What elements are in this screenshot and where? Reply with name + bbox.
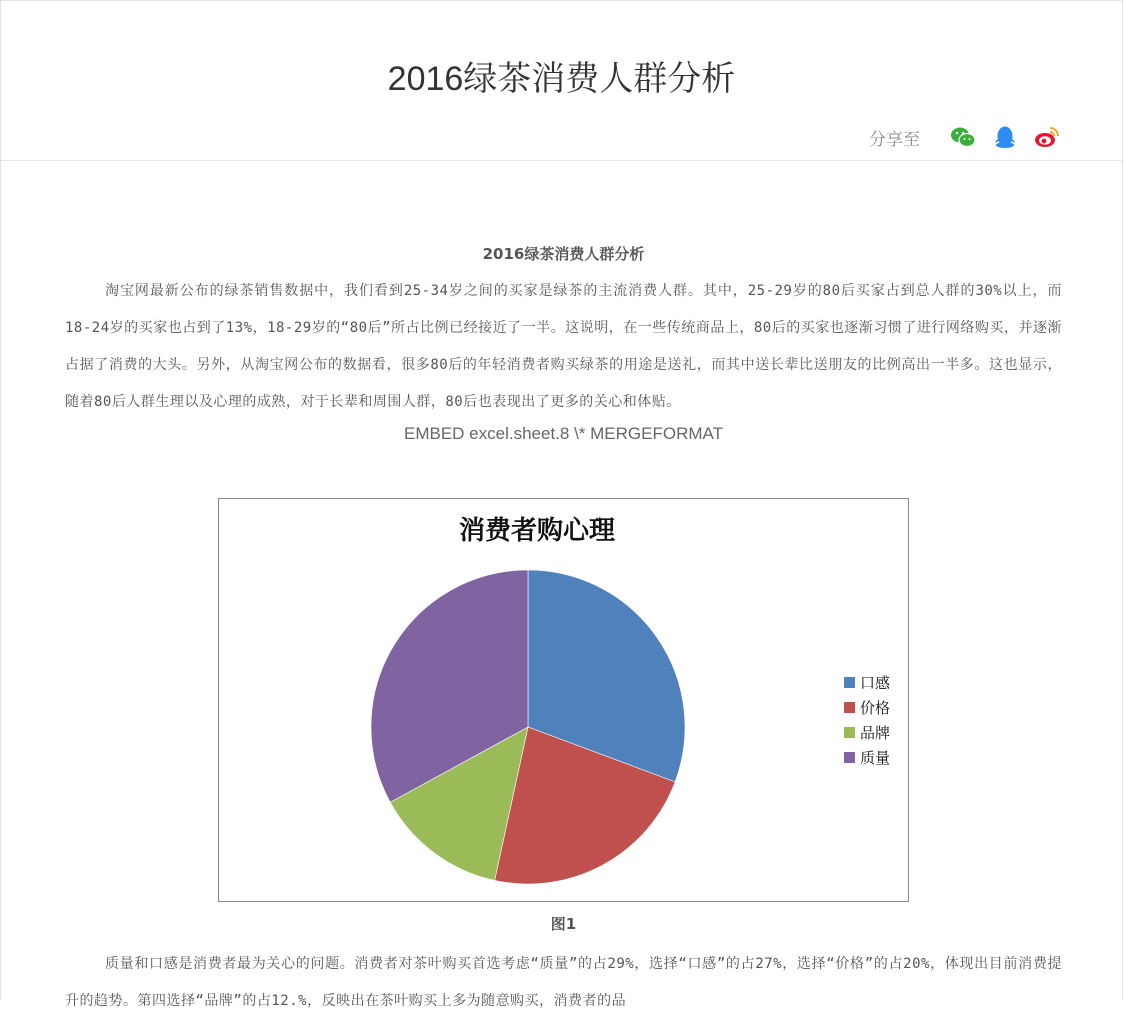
legend-label-2: 价格 [860,699,891,717]
article-body [65,161,1062,1009]
legend-swatch-3 [844,727,855,738]
wechat-icon[interactable] [950,124,976,150]
legend-swatch-4 [844,752,855,763]
legend-swatch-2 [844,702,855,713]
pie-chart-svg [219,499,908,901]
paragraph-1: 淘宝网最新公布的绿茶销售数据中，我们看到25-34岁之间的买家是绿茶的主流消费人群。其中，25-29岁的80后买家占到总人群的30%以上，而18-24岁的买家也占到了13%，18-29岁的“80后”所占比例已经接近了一半。这说明，在一些传统商品上，80后的买家也逐渐习惯了进行网络购买，并逐渐占据了消费的大头。另外，从淘宝网公布的数据看，很多80后的年轻消费者购买绿茶的用途是送礼，而其中送长辈比送朋友的比例高出一半多。这也显示，随着80后人群生理以及心理的成熟，对于长辈和周围人群，80后也表现出了更多的关心和体贴。 [65,283,1062,410]
legend-label-1: 口感 [860,674,891,692]
article-heading: 2016绿茶消费人群分析 [482,245,645,263]
weibo-icon[interactable] [1034,124,1060,150]
pie-chart [218,498,909,902]
embed-label: EMBED excel.sheet.8 \* MERGEFORMAT [404,424,723,443]
share-bar [869,124,1060,150]
page-title: 2016绿茶消费人群分析 [387,60,736,98]
article-header [1,1,1122,161]
legend-label-4: 质量 [860,749,891,767]
legend-swatch-1 [844,677,855,688]
legend-label-3: 品牌 [860,724,891,742]
figure-caption: 图1 [550,915,577,933]
paragraph-2: 质量和口感是消费者最为关心的问题。消费者对茶叶购买首选考虑“质量”的占29%，选择“口感”的占27%，选择“价格”的占20%，体现出目前消费提升的趋势。第四选择“品牌”的占12.%，反映出在茶叶购买上多为随意购买，消费者的品 [65,956,1062,1009]
chart-title: 消费者购心理 [458,516,616,546]
qq-icon[interactable] [992,124,1018,150]
share-label: 分享至 [869,129,920,150]
